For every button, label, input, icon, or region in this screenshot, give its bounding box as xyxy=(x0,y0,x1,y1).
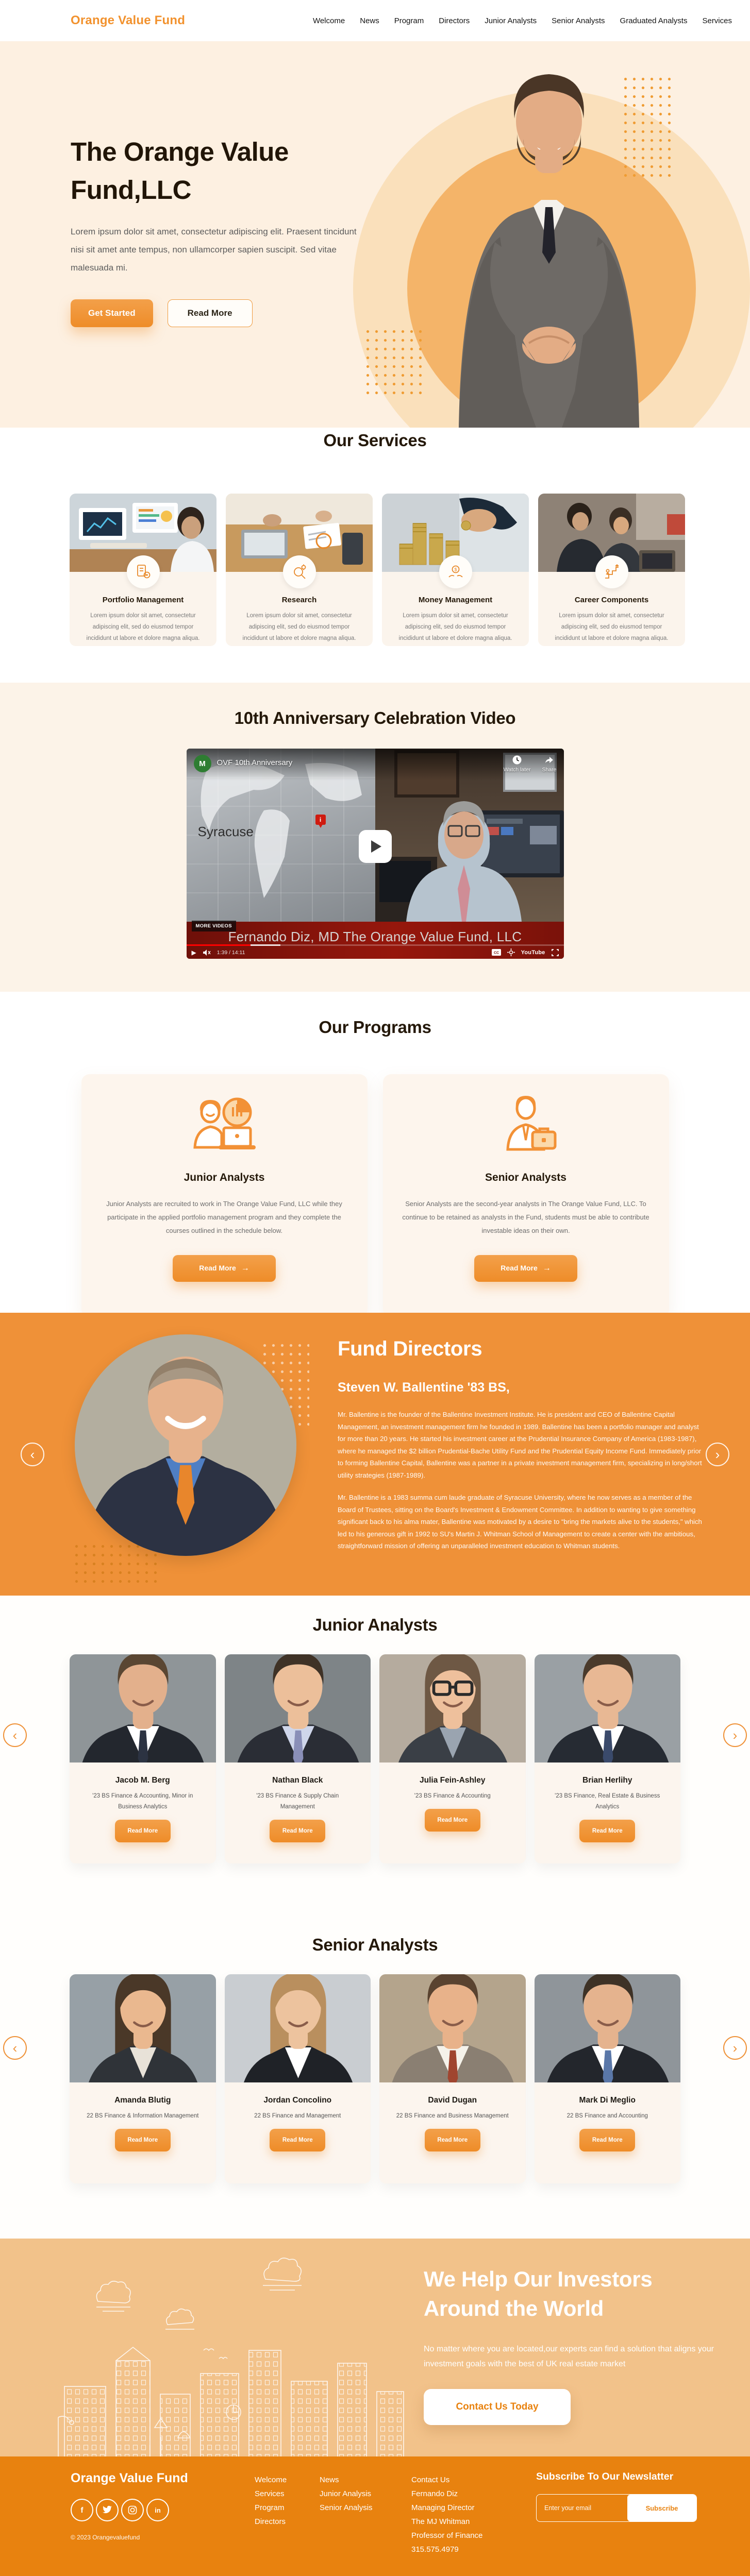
footer-link-directors[interactable]: Directors xyxy=(255,2517,286,2526)
analyst-degree: 22 BS Finance and Management xyxy=(254,2113,341,2119)
analyst-read-more-button[interactable]: Read More xyxy=(115,2129,171,2151)
service-text: Lorem ipsum dolor sit amet, consectetur adipiscing elit, sed do eiusmod tempor incididunt ut labore et dolore magna aliqua. xyxy=(242,613,356,641)
hero-section xyxy=(0,41,750,428)
analyst-photo xyxy=(379,1974,526,2082)
carousel-next-button[interactable]: › xyxy=(723,2036,747,2060)
analyst-photo xyxy=(70,1974,216,2082)
contact-phone: 315.575.4979 xyxy=(411,2545,459,2554)
video-controls xyxy=(187,946,564,959)
program-title: Senior Analysts xyxy=(485,1172,566,1183)
hero-read-more-button[interactable]: Read More xyxy=(168,299,253,327)
nav-news[interactable]: News xyxy=(360,16,379,25)
email-input[interactable] xyxy=(537,2495,627,2521)
play-button[interactable] xyxy=(359,830,392,863)
video-section-title: 10th Anniversary Celebration Video xyxy=(234,708,516,727)
program-card-senior xyxy=(383,1074,669,1313)
analyst-read-more-button[interactable]: Read More xyxy=(425,2129,480,2151)
analyst-name: Julia Fein-Ashley xyxy=(420,1776,486,1785)
analyst-card xyxy=(379,1654,526,1863)
program-card-junior xyxy=(81,1074,368,1313)
senior-analysts-section xyxy=(0,1896,750,2239)
settings-gear-icon[interactable] xyxy=(507,948,515,956)
map-pin-icon: i xyxy=(315,815,326,825)
fund-directors-section xyxy=(0,1313,750,1596)
hero-description: Lorem ipsum dolor sit amet, consectetur adipiscing elit. Praesent tincidunt nisi sit amet ante tempus, non ullamcorper sapien suscipit. Sed vitae malesuada mi. xyxy=(71,227,357,273)
service-text: Lorem ipsum dolor sit amet, consectetur adipiscing elit, sed do eiusmod tempor incididunt ut labore et dolore magna aliqua. xyxy=(398,613,512,641)
footer-column-pages xyxy=(255,2476,287,2526)
time-display: 1:39 / 14:11 xyxy=(216,949,245,956)
brand-logo[interactable]: Orange Value Fund xyxy=(71,13,186,27)
analyst-read-more-button[interactable]: Read More xyxy=(425,1809,480,1832)
nav-program[interactable]: Program xyxy=(394,16,424,25)
research-icon xyxy=(283,555,316,588)
analyst-photo xyxy=(535,1974,681,2082)
analyst-photo xyxy=(225,1654,371,1762)
service-card-money xyxy=(382,494,529,646)
analyst-degree: '23 BS Finance & Supply Chain Management xyxy=(256,1793,339,1810)
analyst-name: Jordan Concolino xyxy=(263,2096,332,2105)
analyst-photo xyxy=(379,1654,526,1762)
analyst-name: Amanda Blutig xyxy=(114,2096,171,2105)
volume-muted-icon[interactable] xyxy=(203,949,211,956)
junior-analysts-section xyxy=(0,1596,750,1896)
site-footer xyxy=(0,2456,750,2576)
programs-title: Our Programs xyxy=(319,1018,431,1037)
carousel-prev-button[interactable]: ‹ xyxy=(21,1443,44,1466)
footer-logo: Orange Value Fund xyxy=(71,2471,188,2485)
video-title[interactable]: OVF 10th Anniversary xyxy=(216,758,293,767)
analyst-photo xyxy=(70,1654,216,1762)
footer-link-contact-us[interactable]: Contact Us xyxy=(411,2476,450,2484)
services-title: Our Services xyxy=(323,431,427,450)
social-links xyxy=(71,2499,169,2521)
service-text: Lorem ipsum dolor sit amet, consectetur adipiscing elit, sed do eiusmod tempor incididunt ut labore et dolore magna aliqua. xyxy=(86,613,200,641)
career-icon xyxy=(595,555,628,588)
share-button[interactable]: Share xyxy=(542,755,556,773)
analyst-name: Mark Di Meglio xyxy=(579,2096,636,2105)
newsletter-block xyxy=(536,2471,697,2522)
analyst-card xyxy=(70,1974,216,2183)
contact-org-line2: Professor of Finance xyxy=(411,2531,483,2540)
junior-analysts-icon xyxy=(186,1094,263,1156)
service-title: Money Management xyxy=(418,596,493,604)
main-nav xyxy=(313,16,732,25)
carousel-prev-button[interactable]: ‹ xyxy=(3,1723,27,1747)
contact-name: Fernando Diz xyxy=(411,2489,458,2498)
directors-title: Fund Directors xyxy=(338,1337,482,1360)
nav-senior-analysts[interactable]: Senior Analysts xyxy=(552,16,605,25)
watch-later-button[interactable]: Watch later xyxy=(504,755,531,773)
analyst-name: Brian Herlihy xyxy=(582,1776,632,1785)
program-title: Junior Analysts xyxy=(184,1172,265,1183)
analyst-degree: '23 BS Finance & Accounting, Minor in Business Analytics xyxy=(92,1793,193,1810)
analyst-card xyxy=(225,1654,371,1863)
senior-read-more-button[interactable]: Read More → xyxy=(474,1255,577,1282)
video-section xyxy=(0,683,750,992)
dots-pattern xyxy=(363,327,425,395)
copyright: © 2023 Orangevaluefund xyxy=(71,2534,140,2541)
footer-link-program[interactable]: Program xyxy=(255,2503,285,2512)
analyst-name: Nathan Black xyxy=(272,1776,323,1785)
nav-welcome[interactable]: Welcome xyxy=(312,16,345,25)
linkedin-icon[interactable]: in xyxy=(146,2499,169,2521)
cta-text: No matter where you are located,our experts can find a solution that aligns your investment goals with the best of UK real estate market xyxy=(424,2345,714,2368)
footer-link-senior-analysis[interactable]: Senior Analysis xyxy=(320,2503,373,2512)
carousel-next-button[interactable]: › xyxy=(723,1723,747,1747)
carousel-next-button[interactable]: › xyxy=(706,1443,729,1466)
captions-icon[interactable] xyxy=(492,949,501,956)
arrow-right-icon: → xyxy=(542,1264,551,1273)
map-city-label: Syracuse xyxy=(197,824,254,839)
player-play-icon[interactable]: ▶ xyxy=(191,948,196,956)
analyst-card xyxy=(225,1974,371,2183)
video-caption: Fernando Diz, MD The Orange Value Fund, LLC xyxy=(228,929,522,944)
newsletter-title: Subscribe To Our Newslatter xyxy=(536,2471,674,2482)
director-photo xyxy=(75,1334,296,1556)
analyst-card xyxy=(535,1654,681,1863)
money-icon xyxy=(439,555,472,588)
footer-link-welcome[interactable]: Welcome xyxy=(255,2476,287,2484)
program-text: Senior Analysts are the second-year analysts in The Orange Value Fund, LLC. To continue to be retained as analysts in the Fund, students must be able to contribute investable ideas on their own. xyxy=(402,1200,649,1234)
subscribe-button[interactable]: Subscribe xyxy=(627,2495,696,2521)
get-started-button[interactable]: Get Started xyxy=(71,299,153,327)
analyst-degree: 22 BS Finance and Accounting xyxy=(566,2113,648,2119)
analyst-degree: '23 BS Finance & Accounting xyxy=(414,1793,491,1799)
analyst-read-more-button[interactable]: Read More xyxy=(270,2129,325,2151)
twitter-icon[interactable] xyxy=(96,2499,119,2521)
director-bio-2: Mr. Ballentine is a 1983 summa cum laude graduate of Syracuse University, where he now serves as a member of the Board of Trustees, sitting on the Board's Investment & Endowment Committee. In addition to wanting to give something significant back to his alma mater, Ballentine was motivated by a desire to “bring the markets alive to the students," which led to his generous gift in 1992 to SU's Martin J. Whitman School of Management to create a center with the ambitious, straightforward mission of offering an unparalleled investment education to Whitman students. xyxy=(338,1494,702,1550)
clock-icon xyxy=(512,755,522,765)
analyst-name: David Dugan xyxy=(428,2096,477,2105)
hero-title: The Orange Value Fund,LLC xyxy=(71,137,289,205)
analyst-read-more-button[interactable]: Read More xyxy=(579,2129,635,2151)
analyst-name: Jacob M. Berg xyxy=(115,1776,170,1785)
analyst-photo xyxy=(225,1974,371,2082)
contact-us-button[interactable]: Contact Us Today xyxy=(424,2389,571,2425)
city-skyline-art xyxy=(49,2258,410,2456)
service-title: Career Components xyxy=(574,596,649,604)
service-title: Research xyxy=(281,596,317,604)
footer-link-services[interactable]: Services xyxy=(255,2489,285,2498)
svg-text:CC: CC xyxy=(493,951,499,955)
nav-graduated-analysts[interactable]: Graduated Analysts xyxy=(620,16,688,25)
play-icon xyxy=(371,840,381,853)
analyst-read-more-button[interactable]: Read More xyxy=(115,1820,171,1842)
video-caption-bar xyxy=(187,922,564,959)
analyst-card xyxy=(70,1654,216,1863)
analyst-read-more-button[interactable]: Read More xyxy=(579,1820,635,1842)
senior-analysts-icon xyxy=(487,1094,564,1156)
footer-link-junior-analysis[interactable]: Junior Analysis xyxy=(320,2489,372,2498)
service-card-research xyxy=(226,494,373,646)
nav-junior-analysts[interactable]: Junior Analysts xyxy=(485,16,537,25)
director-name: Steven W. Ballentine '83 BS, xyxy=(338,1380,510,1395)
director-bio-1: Mr. Ballentine is the founder of the Ballentine Investment Institute. He is president and CEO of Ballentine Capital Management, an investment management firm he founded in 1989. Ballentine has been a portfolio manager and analyst for more than 20 years. He started his investment career at the Prudential Insurance Company of America (1983-1987), where he managed the $2 billion Prudential-Bache Utility Fund and the Prudential Equity Income Fund. Immediately prior to forming Ballentine Capital, Ballentine was a partner in a private investment management firm, specializing in long/short utility strategies (1987-1989). xyxy=(338,1411,702,1479)
arrow-right-icon: → xyxy=(241,1264,249,1273)
services-section xyxy=(0,428,750,683)
footer-column-analysts xyxy=(320,2476,373,2512)
channel-avatar[interactable]: M xyxy=(194,755,211,772)
share-icon xyxy=(544,755,554,765)
analyst-read-more-button[interactable]: Read More xyxy=(270,1820,325,1842)
fullscreen-icon[interactable] xyxy=(552,949,559,956)
program-text: Junior Analysts are recruited to work in The Orange Value Fund, LLC while they participate in the applied portfolio management program and they complete the courses outlined in the schedule below. xyxy=(106,1200,342,1234)
service-text: Lorem ipsum dolor sit amet, consectetur adipiscing elit, sed do eiusmod tempor incididunt ut labore et dolore magna aliqua. xyxy=(555,613,669,641)
service-title: Portfolio Management xyxy=(102,596,184,604)
service-card-portfolio xyxy=(70,494,216,646)
analyst-degree: 22 BS Finance & Information Management xyxy=(87,2113,199,2119)
analyst-degree: '23 BS Finance, Real Estate & Business Analytics xyxy=(555,1793,660,1810)
senior-analysts-title: Senior Analysts xyxy=(312,1935,438,1954)
facebook-icon[interactable]: f xyxy=(71,2499,93,2521)
footer-link-news[interactable]: News xyxy=(320,2476,339,2484)
junior-read-more-button[interactable]: Read More → xyxy=(173,1255,276,1282)
site-header xyxy=(0,0,750,41)
programs-section xyxy=(0,992,750,1313)
hero-businessman-photo xyxy=(428,57,670,428)
analyst-photo xyxy=(535,1654,681,1762)
nav-services[interactable]: Services xyxy=(702,16,732,25)
junior-analysts-title: Junior Analysts xyxy=(312,1615,438,1634)
portfolio-icon xyxy=(127,555,160,588)
analyst-card xyxy=(379,1974,526,2183)
service-card-career xyxy=(538,494,685,646)
cta-title: We Help Our Investors Around the World xyxy=(424,2267,653,2320)
carousel-prev-button[interactable]: ‹ xyxy=(3,2036,27,2060)
cta-section xyxy=(0,2239,750,2456)
contact-org-line1: The MJ Whitman xyxy=(411,2517,470,2526)
youtube-player[interactable] xyxy=(187,749,564,959)
youtube-logo[interactable]: YouTube xyxy=(521,949,545,956)
contact-role: Managing Director xyxy=(411,2503,475,2512)
video-topbar xyxy=(187,749,564,781)
analyst-card xyxy=(535,1974,681,2183)
more-videos-button[interactable]: MORE VIDEOS xyxy=(192,921,236,931)
footer-column-contact xyxy=(411,2476,482,2553)
svg-text:$: $ xyxy=(454,567,457,572)
analyst-degree: 22 BS Finance and Business Management xyxy=(396,2113,509,2119)
nav-directors[interactable]: Directors xyxy=(439,16,470,25)
instagram-icon[interactable] xyxy=(121,2499,144,2521)
